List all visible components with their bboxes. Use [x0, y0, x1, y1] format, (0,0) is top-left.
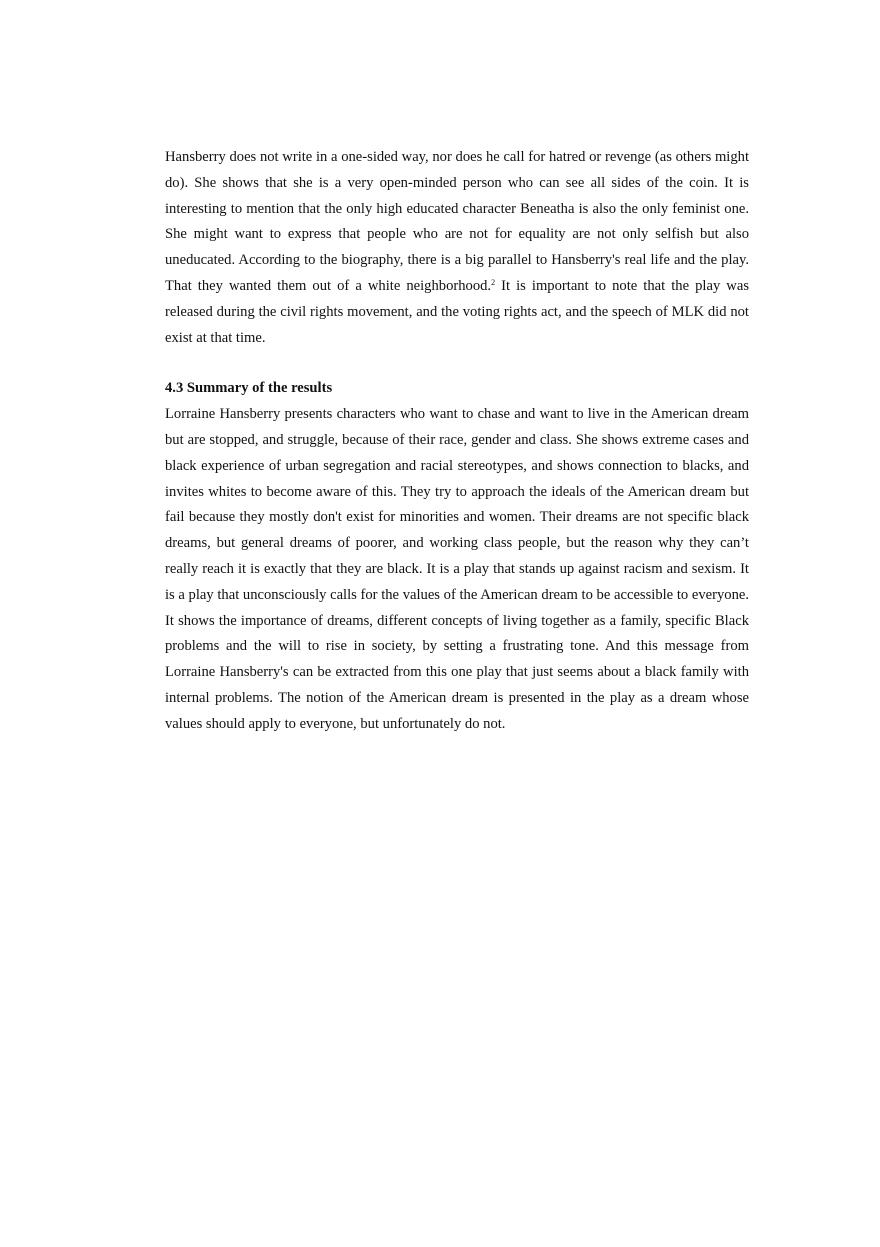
page-content [165, 145, 749, 738]
body-paragraph-2: Lorraine Hansberry presents characters who want to chase and want to live in the American dream but are stopped, and struggle, because of their race, gender and class. She shows extreme cases and black experience of urban segregation and racial stereotypes, and shows connection to blacks, and invites whites to become aware of this. They try to approach the ideals of the American dream but fail because they mostly don't exist for minorities and women. Their dreams are not specific black dreams, but general dreams of poorer, and working class people, but the reason why they can’t really reach it is exactly that they are black. It is a play that stands up against racism and sexism. It is a play that unconsciously calls for the values of the American dream to be accessible to everyone. It shows the importance of dreams, different concepts of living together as a family, specific Black problems and the will to rise in society, by setting a frustrating tone. And this message from Lorraine Hansberry's can be extracted from this one play that just seems about a black family with internal problems. The notion of the American dream is presented in the play as a dream whose values should apply to everyone, but unfortunately do not. [165, 406, 749, 732]
paragraph-1-text-b: It is important to note that the play was released during the civil rights movement, and the voting rights act, and the speech of MLK did not exist at that time. [165, 277, 749, 346]
section-heading: 4.3 Summary of the results [165, 380, 333, 397]
footnote-reference: 2 [491, 277, 496, 287]
paragraph-spacer [165, 351, 749, 376]
body-paragraph-1 [165, 145, 749, 351]
paragraph-1-text-a: Hansberry does not write in a one-sided way, nor does he call for hatred or revenge (as others might do). She shows that she is a very open-minded person who can see all sides of the coin. It is interesting to mention that the only high educated character Beneatha is also the only feminist one. She might want to express that people who are not for equality are not only selfish but also uneducated. According to the biography, there is a big parallel to Hansberry's real life and the play. That they wanted them out of a white neighborhood. [165, 149, 749, 294]
